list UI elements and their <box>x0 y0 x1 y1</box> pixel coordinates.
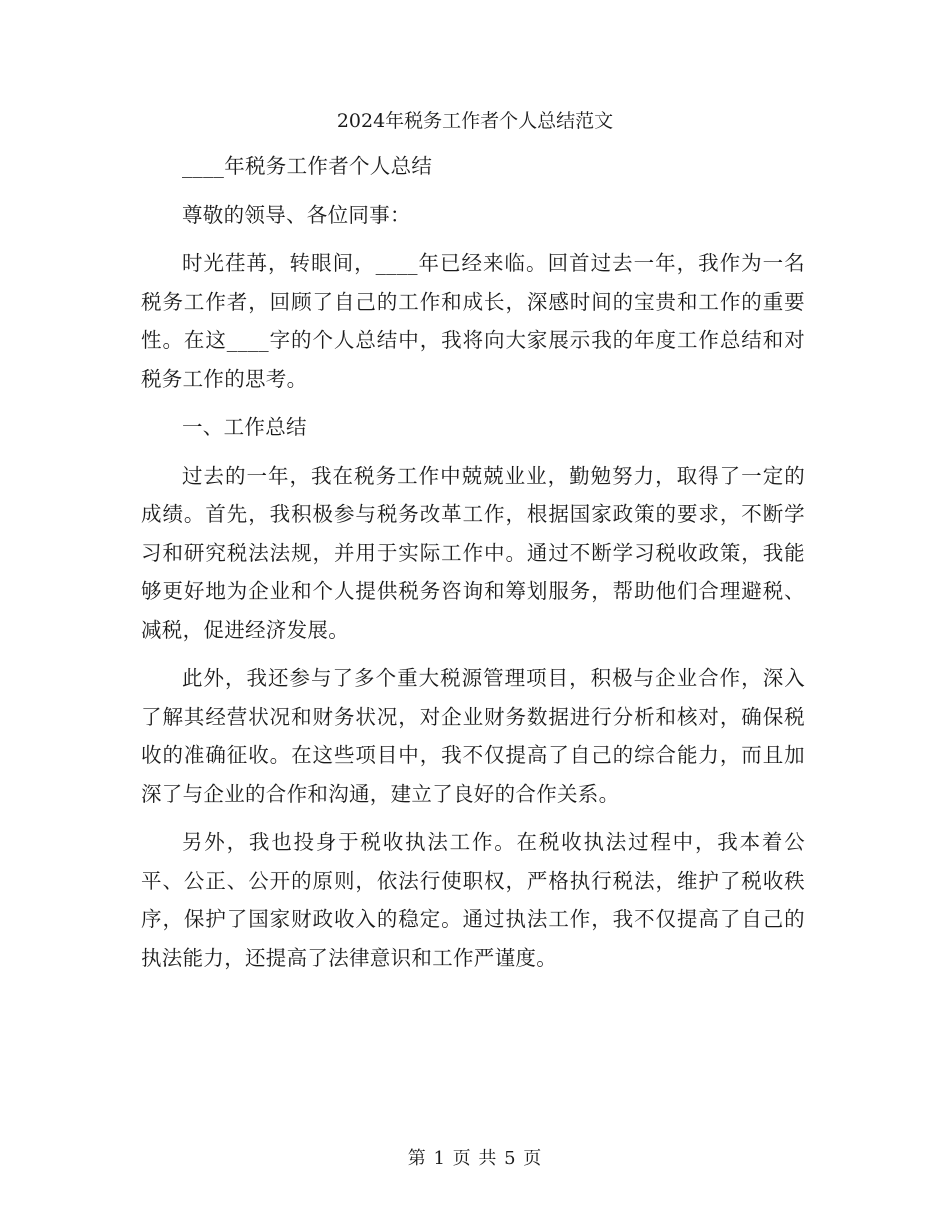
document-title: 2024年税务工作者个人总结范文 <box>336 110 614 132</box>
paragraph-tax-source-projects: 此外，我还参与了多个重大税源管理项目，积极与企业合作，深入了解其经营状况和财务状况，对企业财务数据进行分析和核对，确保税收的准确征收。在这些项目中，我不仅提高了自己的综合能力，而且加深了与企业的合作和沟通，建立了良好的合作关系。 <box>141 666 805 806</box>
paragraph-work-achievements: 过去的一年，我在税务工作中兢兢业业，勤勉努力，取得了一定的成绩。首先，我积极参与税务改革工作，根据国家政策的要求，不断学习和研究税法法规，并用于实际工作中。通过不断学习税收政策，我能够更好地为企业和个人提供税务咨询和筹划服务，帮助他们合理避税、减税，促进经济发展。 <box>141 463 805 642</box>
paragraph-salutation: 尊敬的领导、各位同事： <box>182 202 411 227</box>
page-number-footer: 第 1 页 共 5 页 <box>407 1148 543 1169</box>
paragraph-intro: 时光荏苒，转眼间，____年已经来临。回首过去一年，我作为一名税务工作者，回顾了自己的工作和成长，深感时间的宝贵和工作的重要性。在这____字的个人总结中，我将向大家展示我的年度工作总结和对税务工作的思考。 <box>141 251 805 391</box>
section-heading-work-summary: 一、工作总结 <box>182 415 307 439</box>
document-body <box>141 147 805 987</box>
paragraph-subtitle: ____年税务工作者个人总结 <box>182 154 433 178</box>
paragraph-tax-enforcement: 另外，我也投身于税收执法工作。在税收执法过程中，我本着公平、公正、公开的原则，依法行使职权，严格执行税法，维护了税收秩序，保护了国家财政收入的稳定。通过执法工作，我不仅提高了自己的执法能力，还提高了法律意识和工作严谨度。 <box>141 830 805 970</box>
